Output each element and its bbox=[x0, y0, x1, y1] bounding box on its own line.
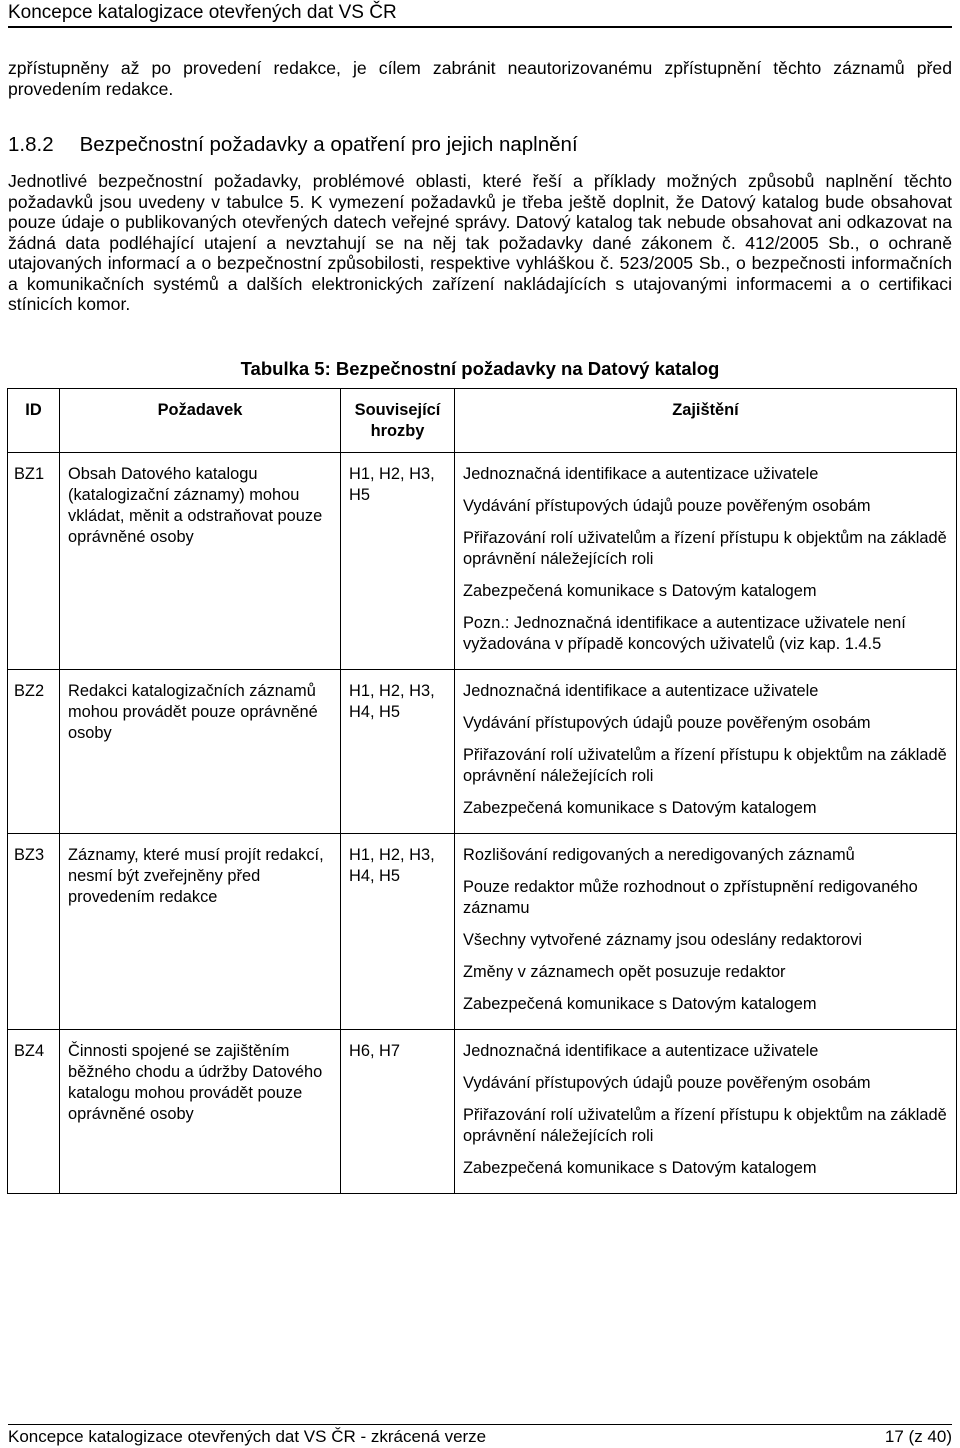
measure-item: Zabezpečená komunikace s Datovým katalogem bbox=[463, 582, 817, 600]
row-requirement: Redakci katalogizačních záznamů mohou provádět pouze oprávněné osoby bbox=[60, 670, 341, 834]
row-threats: H1, H2, H3, H4, H5 bbox=[341, 834, 455, 1030]
header-id: ID bbox=[8, 389, 60, 453]
measure-item: Zabezpečená komunikace s Datovým katalogem bbox=[463, 995, 817, 1013]
section-number: 1.8.2 bbox=[8, 133, 54, 156]
table-row bbox=[8, 670, 957, 834]
row-requirement: Činnosti spojené se zajištěním běžného chodu a údržby Datového katalogu mohou provádět pouze oprávněné osoby bbox=[60, 1030, 341, 1194]
measure-item: Změny v záznamech opět posuzuje redaktor bbox=[463, 963, 786, 981]
header-measures: Zajištění bbox=[455, 389, 957, 453]
page-number: 17 (z 40) bbox=[884, 1427, 952, 1446]
row-requirement: Záznamy, které musí projít redakcí, nesmí být zveřejněny před provedením redakce bbox=[60, 834, 341, 1030]
row-measures bbox=[455, 834, 957, 1030]
section-heading bbox=[8, 133, 578, 157]
row-id: BZ2 bbox=[8, 670, 60, 834]
security-requirements-table bbox=[7, 388, 957, 1194]
table-row bbox=[8, 453, 957, 670]
header-requirement: Požadavek bbox=[60, 389, 341, 453]
intro-paragraph: zpřístupněny až po provedení redakce, je cílem zabránit neautorizovanému zpřístupnění těchto záznamů před provedením redakce. bbox=[8, 58, 952, 99]
row-measures bbox=[455, 1030, 957, 1194]
footer-document-title: Koncepce katalogizace otevřených dat VS ČR - zkrácená verze bbox=[8, 1427, 487, 1446]
table-row bbox=[8, 834, 957, 1030]
row-id: BZ4 bbox=[8, 1030, 60, 1194]
measure-item: Zabezpečená komunikace s Datovým katalogem bbox=[463, 1159, 817, 1177]
measure-item: Vydávání přístupových údajů pouze pověřeným osobám bbox=[463, 714, 871, 732]
measure-item: Vydávání přístupových údajů pouze pověřeným osobám bbox=[463, 1074, 871, 1092]
row-threats: H1, H2, H3, H4, H5 bbox=[341, 670, 455, 834]
row-threats: H6, H7 bbox=[341, 1030, 455, 1194]
row-requirement: Obsah Datového katalogu (katalogizační záznamy) mohou vkládat, měnit a odstraňovat pouze oprávněné osoby bbox=[60, 453, 341, 670]
measure-item: Pouze redaktor může rozhodnout o zpřístupnění redigovaného záznamu bbox=[463, 878, 918, 917]
measure-item: Vydávání přístupových údajů pouze pověřeným osobám bbox=[463, 497, 871, 515]
measure-item: Přiřazování rolí uživatelům a řízení přístupu k objektům na základě oprávnění náležejících roli bbox=[463, 529, 947, 568]
measure-item: Přiřazování rolí uživatelům a řízení přístupu k objektům na základě oprávnění náležejících roli bbox=[463, 1106, 947, 1145]
header-title: Koncepce katalogizace otevřených dat VS ČR bbox=[8, 2, 397, 23]
measure-item: Jednoznačná identifikace a autentizace uživatele bbox=[463, 465, 819, 483]
table-header-row bbox=[8, 389, 957, 453]
row-threats: H1, H2, H3, H5 bbox=[341, 453, 455, 670]
row-measures bbox=[455, 670, 957, 834]
measure-item: Všechny vytvořené záznamy jsou odeslány redaktorovi bbox=[463, 931, 863, 949]
measure-item: Jednoznačná identifikace a autentizace uživatele bbox=[463, 682, 819, 700]
section-title: Bezpečnostní požadavky a opatření pro jejich naplnění bbox=[79, 133, 578, 156]
measure-item: Zabezpečená komunikace s Datovým katalogem bbox=[463, 799, 817, 817]
measure-item: Přiřazování rolí uživatelům a řízení přístupu k objektům na základě oprávnění náležejících roli bbox=[463, 746, 947, 785]
row-id: BZ1 bbox=[8, 453, 60, 670]
row-measures bbox=[455, 453, 957, 670]
table-row bbox=[8, 1030, 957, 1194]
measure-item: Rozlišování redigovaných a neredigovaných záznamů bbox=[463, 846, 855, 864]
page-footer bbox=[8, 1424, 952, 1448]
measure-item: Jednoznačná identifikace a autentizace uživatele bbox=[463, 1042, 819, 1060]
measure-item: Pozn.: Jednoznačná identifikace a autentizace uživatele není vyžadována v případě koncových uživatelů (viz kap. 1.4.5 bbox=[463, 614, 906, 653]
page-header bbox=[8, 0, 952, 28]
row-id: BZ3 bbox=[8, 834, 60, 1030]
header-threats: Související hrozby bbox=[341, 389, 455, 453]
table-caption: Tabulka 5: Bezpečnostní požadavky na Datový katalog bbox=[240, 358, 720, 379]
body-paragraph: Jednotlivé bezpečnostní požadavky, problémové oblasti, které řeší a příklady možných způsobů naplnění těchto požadavků jsou uvedeny v tabulce 5. K vymezení požadavků je třeba ještě doplnit, že Datový katalog bude obsahovat pouze údaje o publikovaných otevřených datech veřejné správy. Datový katalog tak nebude obsahovat ani odkazovat na žádná data podléhající utajení a nevztahují se na něj tak požadavky dané zákonem č. 412/2005 Sb., o ochraně utajovaných informací a o bezpečnostní způsobilosti, respektive vyhláškou č. 523/2005 Sb., o bezpečnosti informačních a komunikačních systémů a dalších elektronických zařízení nakládajících s utajovanými informacemi a o certifikaci stínicích komor. bbox=[8, 171, 952, 314]
